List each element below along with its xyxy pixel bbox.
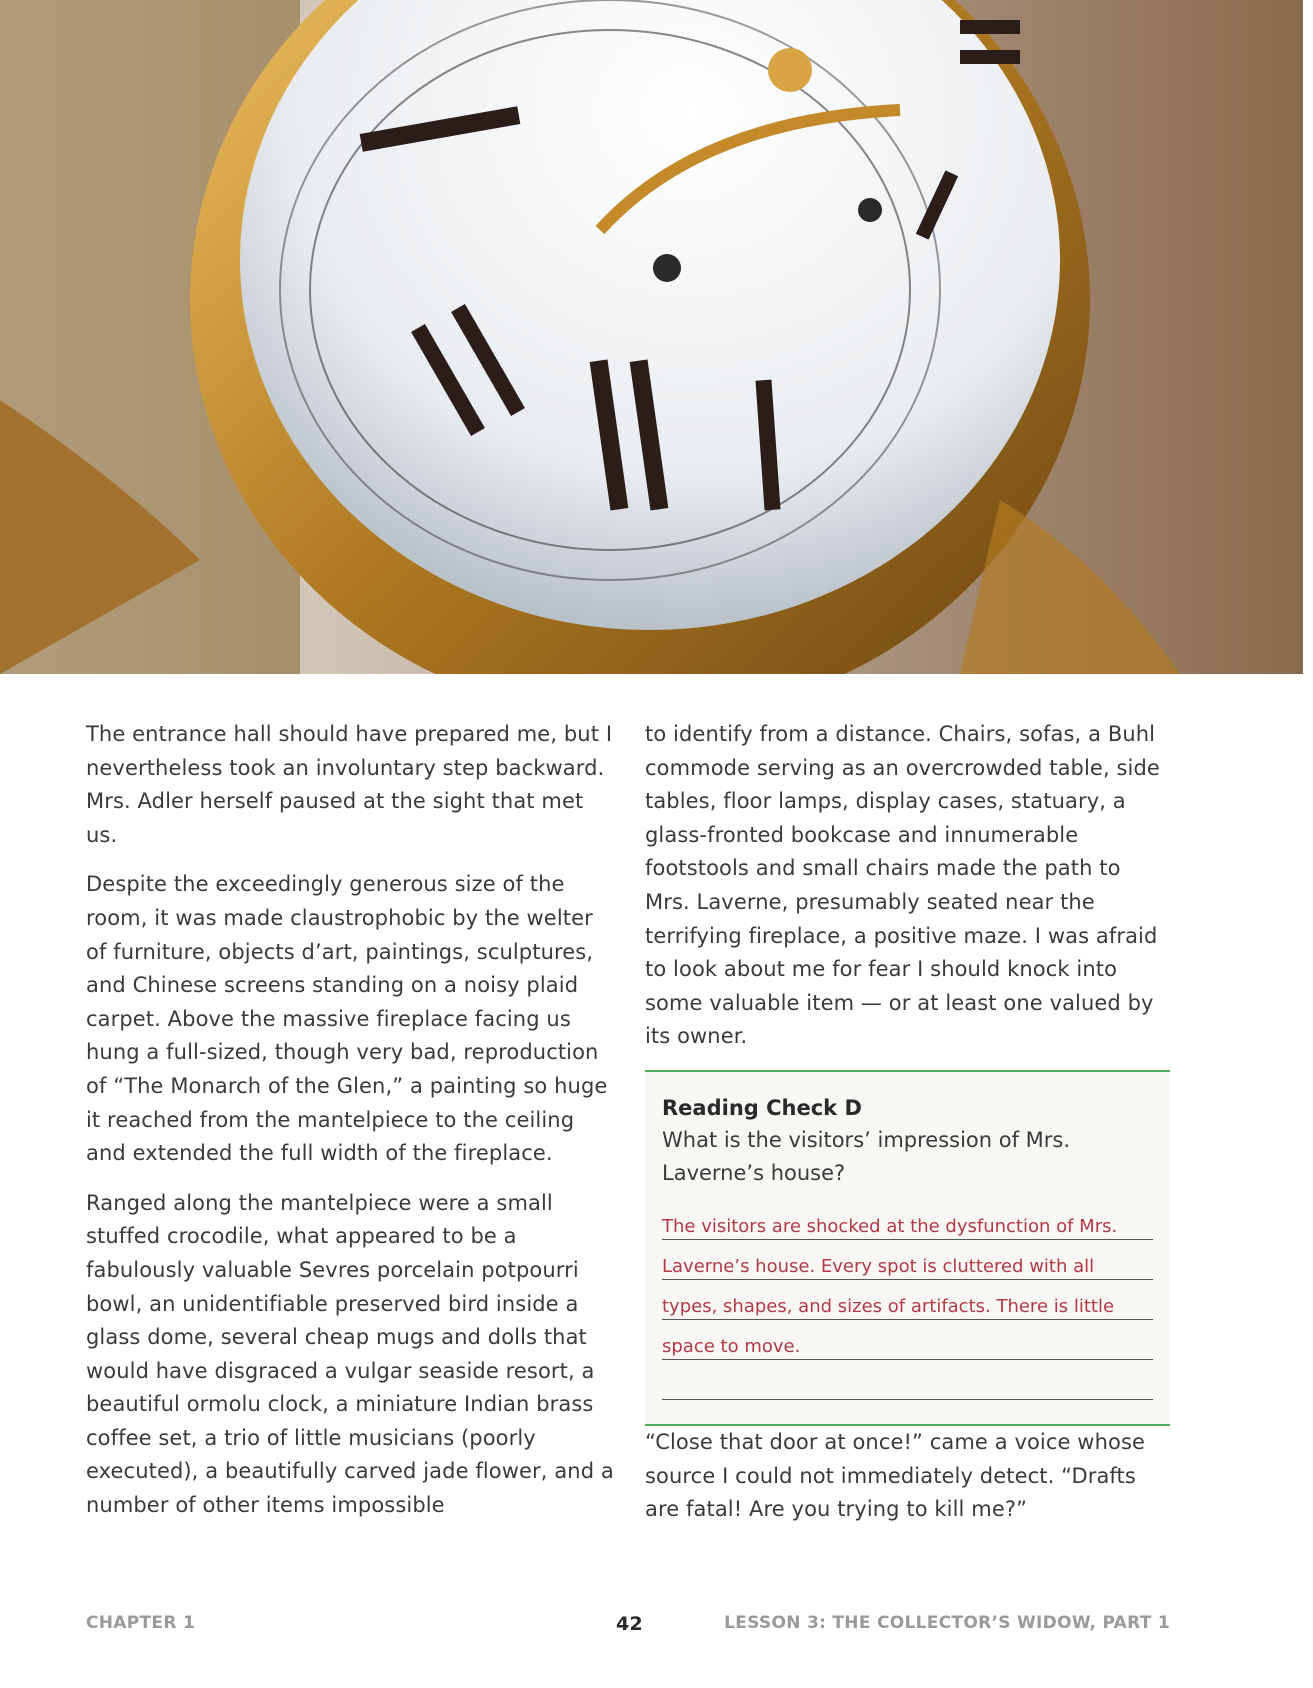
page-footer [86, 1613, 1170, 1639]
answer-line[interactable]: space to move. [662, 1320, 1153, 1360]
answer-line[interactable] [662, 1360, 1153, 1400]
paragraph: Despite the exceedingly generous size of the room, it was made claustrophobic by the welter of furniture, objects d’art, paintings, sculptures, and Chinese screens standing on a noisy plaid carpet. Above the massive fireplace facing us hung a full-sized, though very bad, reproduction of “The Monarch of the Glen,” a painting so huge it reached from the mantelpiece to the ceiling and extended the full width of the fireplace. [86, 872, 608, 1166]
paragraph: to identify from a distance. Chairs, sofas, a Buhl commode serving as an overcrowded table, side tables, floor lamps, display cases, statuary, a glass-fronted bookcase and innumerable footstools and small chairs made the path to Mrs. Laverne, presumably seated near the terrifying fireplace, a positive maze. I was afraid to look about me for fear I should knock into some valuable item — or at least one valued by its owner. [645, 722, 1160, 1049]
reading-check-box [645, 1070, 1170, 1426]
antique-clock-photo [0, 0, 1303, 674]
right-column [645, 718, 1170, 1543]
answer-line[interactable]: Laverne’s house. Every spot is cluttered with all [662, 1240, 1153, 1280]
footer-lesson: LESSON 3: THE COLLECTOR’S WIDOW, PART 1 [724, 1613, 1170, 1633]
footer-chapter: CHAPTER 1 [86, 1613, 196, 1633]
paragraph: “Close that door at once!” came a voice whose source I could not immediately detect. “Drafts are fatal! Are you trying to kill me?” [645, 1429, 1145, 1522]
paragraph: The entrance hall should have prepared me, but I nevertheless took an involuntary step backward. Mrs. Adler herself paused at the sight that met us. [86, 722, 613, 847]
reading-check-title: Reading Check D [662, 1095, 862, 1120]
reading-check-question: What is the visitors’ impression of Mrs. Laverne’s house? [662, 1127, 1071, 1185]
clock-illustration [0, 0, 1303, 674]
left-column [86, 718, 616, 1539]
paragraph: Ranged along the mantelpiece were a small stuffed crocodile, what appeared to be a fabulously valuable Sevres porcelain potpourri bowl, an unidentifiable preserved bird inside a glass dome, several cheap mugs and dolls that would have disgraced a vulgar seaside resort, a beautiful ormolu clock, a miniature Indian brass coffee set, a trio of little musicians (poorly executed), a beautifully carved jade flower, and a number of other items impossible [86, 1190, 614, 1518]
page-number: 42 [616, 1613, 644, 1635]
answer-line[interactable]: The visitors are shocked at the dysfunction of Mrs. [662, 1200, 1153, 1240]
answer-line[interactable]: types, shapes, and sizes of artifacts. There is little [662, 1280, 1153, 1320]
